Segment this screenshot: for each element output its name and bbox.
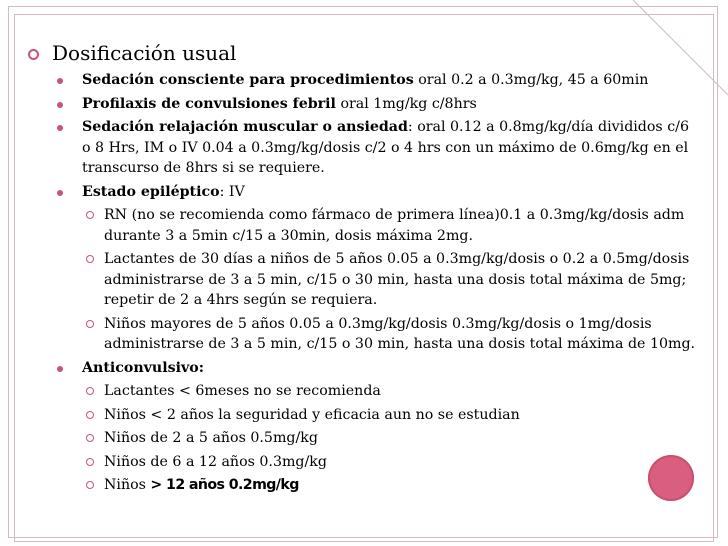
dot-bullet-icon [57,78,63,84]
dot-bullet-icon [57,102,63,108]
dot-bullet-icon [57,190,63,196]
ring-bullet-icon [86,255,94,263]
sub-item-text: Lactantes de 30 días a niños de 5 años 0.05 a 0.3mg/kg/dosis o 0.2 a 0.5mg/dosis administrarse de 3 a 5 min, c/15 o 30 min, hasta una dosis total máxima de 5mg; repetir de 2 a 4hrs según se requiera. [104,251,690,308]
sub-item-text: RN (no se recomienda como fármaco de primera línea)0.1 a 0.3mg/kg/dosis adm durante 3 a 5min c/15 a 30min, dosis máxima 2mg. [104,207,685,244]
heading-item [26,40,696,66]
sub-item-text: Niños [104,477,151,493]
sub-list-item [26,452,696,473]
list-item [26,117,696,179]
ring-bullet-icon [86,320,94,328]
sub-list-item [26,405,696,426]
item-title: Anticonvulsivo: [82,359,204,376]
dot-bullet-icon [57,125,63,131]
sub-list-item [26,249,696,311]
sub-item-text: Niños de 2 a 5 años 0.5mg/kg [104,430,318,446]
item-text: : IV [219,183,245,200]
slide-content [26,40,696,499]
item-text: : oral 0.12 a 0.8mg/kg/día divididos c/6 o 8 Hrs, IM o IV 0.04 a 0.3mg/kg/dosis c/2 o 4 hrs con un máximo de 0.6mg/kg en el transcurso de 8hrs si se requiere. [82,119,689,176]
ring-bullet-icon [86,458,94,466]
item-title: Sedación consciente para procedimientos [82,72,414,88]
dot-bullet-icon [57,366,63,372]
ring-bullet-icon [86,434,94,442]
list-item [26,94,696,115]
sub-item-text: Niños < 2 años la seguridad y eficacia aun no se estudian [104,406,520,423]
sub-item-text: Lactantes < 6meses no se recomienda [104,383,381,399]
item-title: Sedación relajación muscular o ansiedad [82,119,408,135]
sub-item-text: Niños mayores de 5 años 0.05 a 0.3mg/kg/dosis 0.3mg/kg/dosis o 1mg/dosis administrarse de 3 a 5 min, c/15 o 30 min, hasta una dosis total máxima de 10mg. [104,315,696,352]
item-title: Estado epiléptico [82,183,220,200]
ring-bullet-icon [86,411,94,419]
sub-list-item [26,314,696,355]
ring-bullet-icon [86,387,94,395]
list-item [26,182,696,203]
sub-list-item [26,381,696,402]
sub-list-item [26,428,696,449]
list-item [26,358,696,379]
sub-list-item [26,205,696,246]
ring-bullet-icon [86,211,94,219]
sub-item-text: Niños de 6 a 12 años 0.3mg/kg [104,453,327,470]
ring-bullet-icon [86,481,94,489]
item-title: Profilaxis de convulsiones febril [82,95,336,112]
heading-text: Dosificación usual [52,41,237,65]
item-text: oral 0.2 a 0.3mg/kg, 45 a 60min [413,72,649,88]
item-text: oral 1mg/kg c/8hrs [335,95,477,112]
list-item [26,70,696,91]
circle-bullet-icon [28,49,39,60]
sub-item-bold: > 12 años 0.2mg/kg [150,477,299,493]
sub-list-item [26,475,696,496]
